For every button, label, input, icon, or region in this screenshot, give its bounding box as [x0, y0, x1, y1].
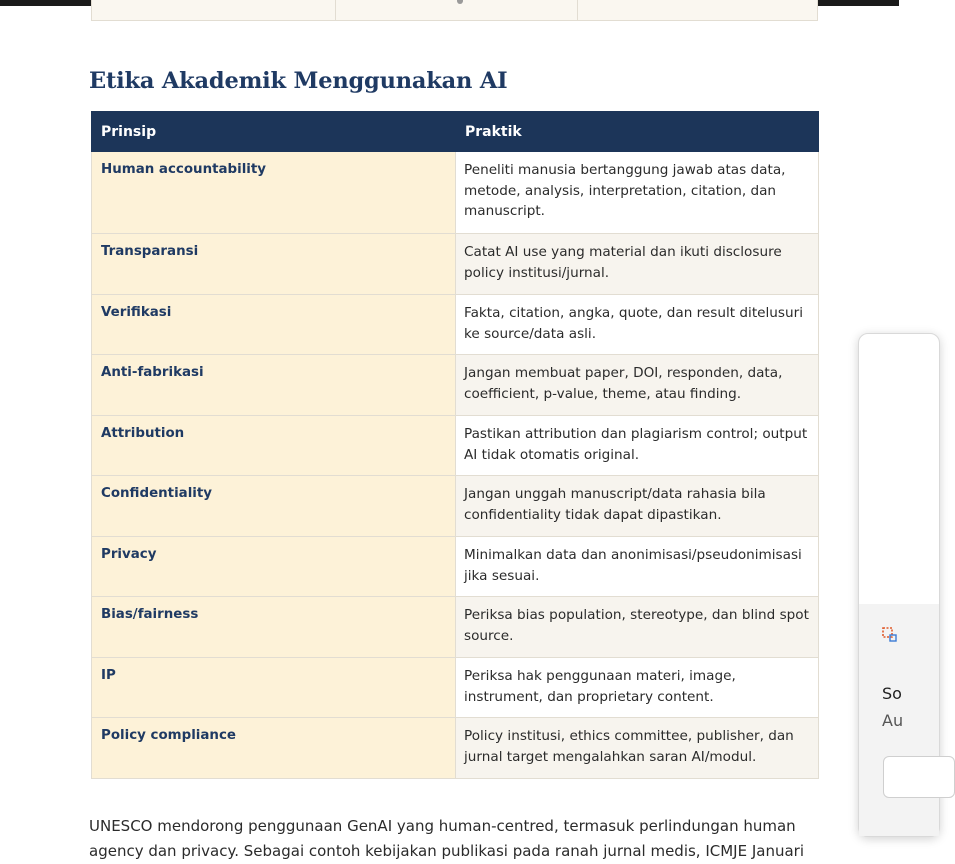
previous-table-divider — [335, 0, 336, 20]
table-header-row — [92, 112, 819, 152]
prinsip-cell: Privacy — [92, 537, 456, 597]
previous-table-divider — [577, 0, 578, 20]
table-row — [92, 476, 819, 537]
previous-table-bottom — [91, 0, 818, 21]
section-heading: Etika Akademik Menggunakan AI — [89, 68, 508, 94]
praktik-cell: Jangan unggah manuscript/data rahasia bila confidentiality tidak dapat dipastikan. — [456, 476, 819, 537]
column-header-praktik: Praktik — [456, 112, 819, 152]
table-row — [92, 234, 819, 295]
praktik-cell: Jangan membuat paper, DOI, responden, data, coefficient, p-value, theme, atau finding. — [456, 355, 819, 416]
ethics-table — [91, 111, 819, 779]
praktik-cell: Peneliti manusia bertanggung jawab atas data, metode, analysis, interpretation, citation, dan manuscript. — [456, 152, 819, 234]
prinsip-cell: IP — [92, 658, 456, 718]
table-row — [92, 416, 819, 476]
praktik-cell: Periksa bias population, stereotype, dan blind spot source. — [456, 597, 819, 658]
table-row — [92, 355, 819, 416]
praktik-cell: Pastikan attribution dan plagiarism control; output AI tidak otomatis original. — [456, 416, 819, 476]
prinsip-cell: Anti-fabrikasi — [92, 355, 456, 416]
column-header-prinsip: Prinsip — [92, 112, 456, 152]
prinsip-cell: Bias/fairness — [92, 597, 456, 658]
praktik-cell: Catat AI use yang material dan ikuti disclosure policy institusi/jurnal. — [456, 234, 819, 295]
previous-table-text-fragment — [457, 0, 463, 4]
table-row — [92, 718, 819, 779]
praktik-cell: Policy institusi, ethics committee, publisher, dan jurnal target mengalahkan saran AI/modul. — [456, 718, 819, 779]
popup-title: So — [882, 684, 902, 703]
table-row — [92, 597, 819, 658]
table-row — [92, 537, 819, 597]
prinsip-cell: Attribution — [92, 416, 456, 476]
table-row — [92, 295, 819, 355]
praktik-cell: Fakta, citation, angka, quote, dan result ditelusuri ke source/data asli. — [456, 295, 819, 355]
popup-subtitle: Au — [882, 711, 904, 730]
puzzle-icon — [882, 627, 898, 646]
body-paragraph: UNESCO mendorong penggunaan GenAI yang human-centred, termasuk perlindungan human agency dan privacy. Sebagai contoh kebijakan publikasi pada ranah jurnal medis, ICMJE Januari — [89, 817, 805, 860]
prinsip-cell: Policy compliance — [92, 718, 456, 779]
table-row — [92, 658, 819, 718]
prinsip-cell: Human accountability — [92, 152, 456, 234]
table-row — [92, 152, 819, 234]
prinsip-cell: Confidentiality — [92, 476, 456, 537]
prinsip-cell: Verifikasi — [92, 295, 456, 355]
popup-action-button[interactable] — [883, 756, 955, 798]
praktik-cell: Periksa hak penggunaan materi, image, instrument, dan proprietary content. — [456, 658, 819, 718]
prinsip-cell: Transparansi — [92, 234, 456, 295]
extension-popup[interactable] — [858, 333, 940, 837]
praktik-cell: Minimalkan data dan anonimisasi/pseudonimisasi jika sesuai. — [456, 537, 819, 597]
